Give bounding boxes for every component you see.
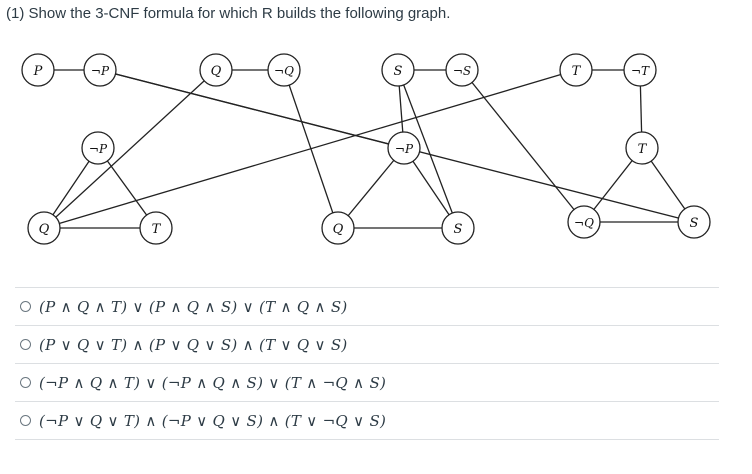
option-1-formula: (P ∧ Q ∧ T) ∨ (P ∧ Q ∧ S) ∨ (T ∧ Q ∧ S) <box>39 297 348 316</box>
option-4[interactable] <box>15 401 719 440</box>
node-n11 <box>140 212 172 244</box>
option-2-formula: (P ∨ Q ∨ T) ∧ (P ∨ Q ∨ S) ∧ (T ∨ Q ∨ S) <box>39 335 348 354</box>
node-label: ¬Q <box>574 216 594 230</box>
node-n3 <box>200 54 232 86</box>
radio-button[interactable] <box>20 377 31 388</box>
node-n8 <box>624 54 656 86</box>
node-label: P <box>33 64 43 79</box>
node-n6 <box>446 54 478 86</box>
node-n1 <box>22 54 54 86</box>
node-n9 <box>82 132 114 164</box>
node-n13 <box>322 212 354 244</box>
node-label: ¬T <box>630 64 650 78</box>
node-n10 <box>28 212 60 244</box>
node-label: Q <box>38 222 50 237</box>
node-label: ¬S <box>452 64 472 78</box>
node-n4 <box>268 54 300 86</box>
node-n7 <box>560 54 592 86</box>
radio-button[interactable] <box>20 301 31 312</box>
radio-button[interactable] <box>20 339 31 350</box>
node-n5 <box>382 54 414 86</box>
node-label: ¬P <box>394 142 414 156</box>
node-label: Q <box>210 64 222 79</box>
edge-n7-n10 <box>44 70 576 228</box>
node-n17 <box>678 206 710 238</box>
node-label: S <box>453 222 463 237</box>
question-text: (1) Show the 3-CNF formula for which R builds the following graph. <box>6 5 451 22</box>
radio-button[interactable] <box>20 415 31 426</box>
node-label: S <box>393 64 403 79</box>
node-label: T <box>571 64 581 79</box>
option-2[interactable] <box>15 325 719 363</box>
node-label: ¬P <box>90 64 110 78</box>
node-label: ¬Q <box>274 64 294 78</box>
node-n15 <box>626 132 658 164</box>
node-n2 <box>84 54 116 86</box>
option-4-formula: (¬P ∨ Q ∨ T) ∧ (¬P ∨ Q ∨ S) ∧ (T ∨ ¬Q ∨ S) <box>39 411 387 430</box>
node-label: ¬P <box>88 142 108 156</box>
edge-n6-n16 <box>462 70 584 222</box>
node-label: T <box>637 142 647 157</box>
node-n16 <box>568 206 600 238</box>
option-3-formula: (¬P ∧ Q ∧ T) ∨ (¬P ∧ Q ∧ S) ∨ (T ∧ ¬Q ∧ S) <box>39 373 387 392</box>
node-label: Q <box>332 222 344 237</box>
node-label: S <box>689 216 699 231</box>
edge-n3-n10 <box>44 70 216 228</box>
node-n14 <box>442 212 474 244</box>
node-n12 <box>388 132 420 164</box>
option-3[interactable] <box>15 363 719 401</box>
answer-options <box>15 287 719 440</box>
option-1[interactable] <box>15 287 719 325</box>
node-label: T <box>151 222 161 237</box>
